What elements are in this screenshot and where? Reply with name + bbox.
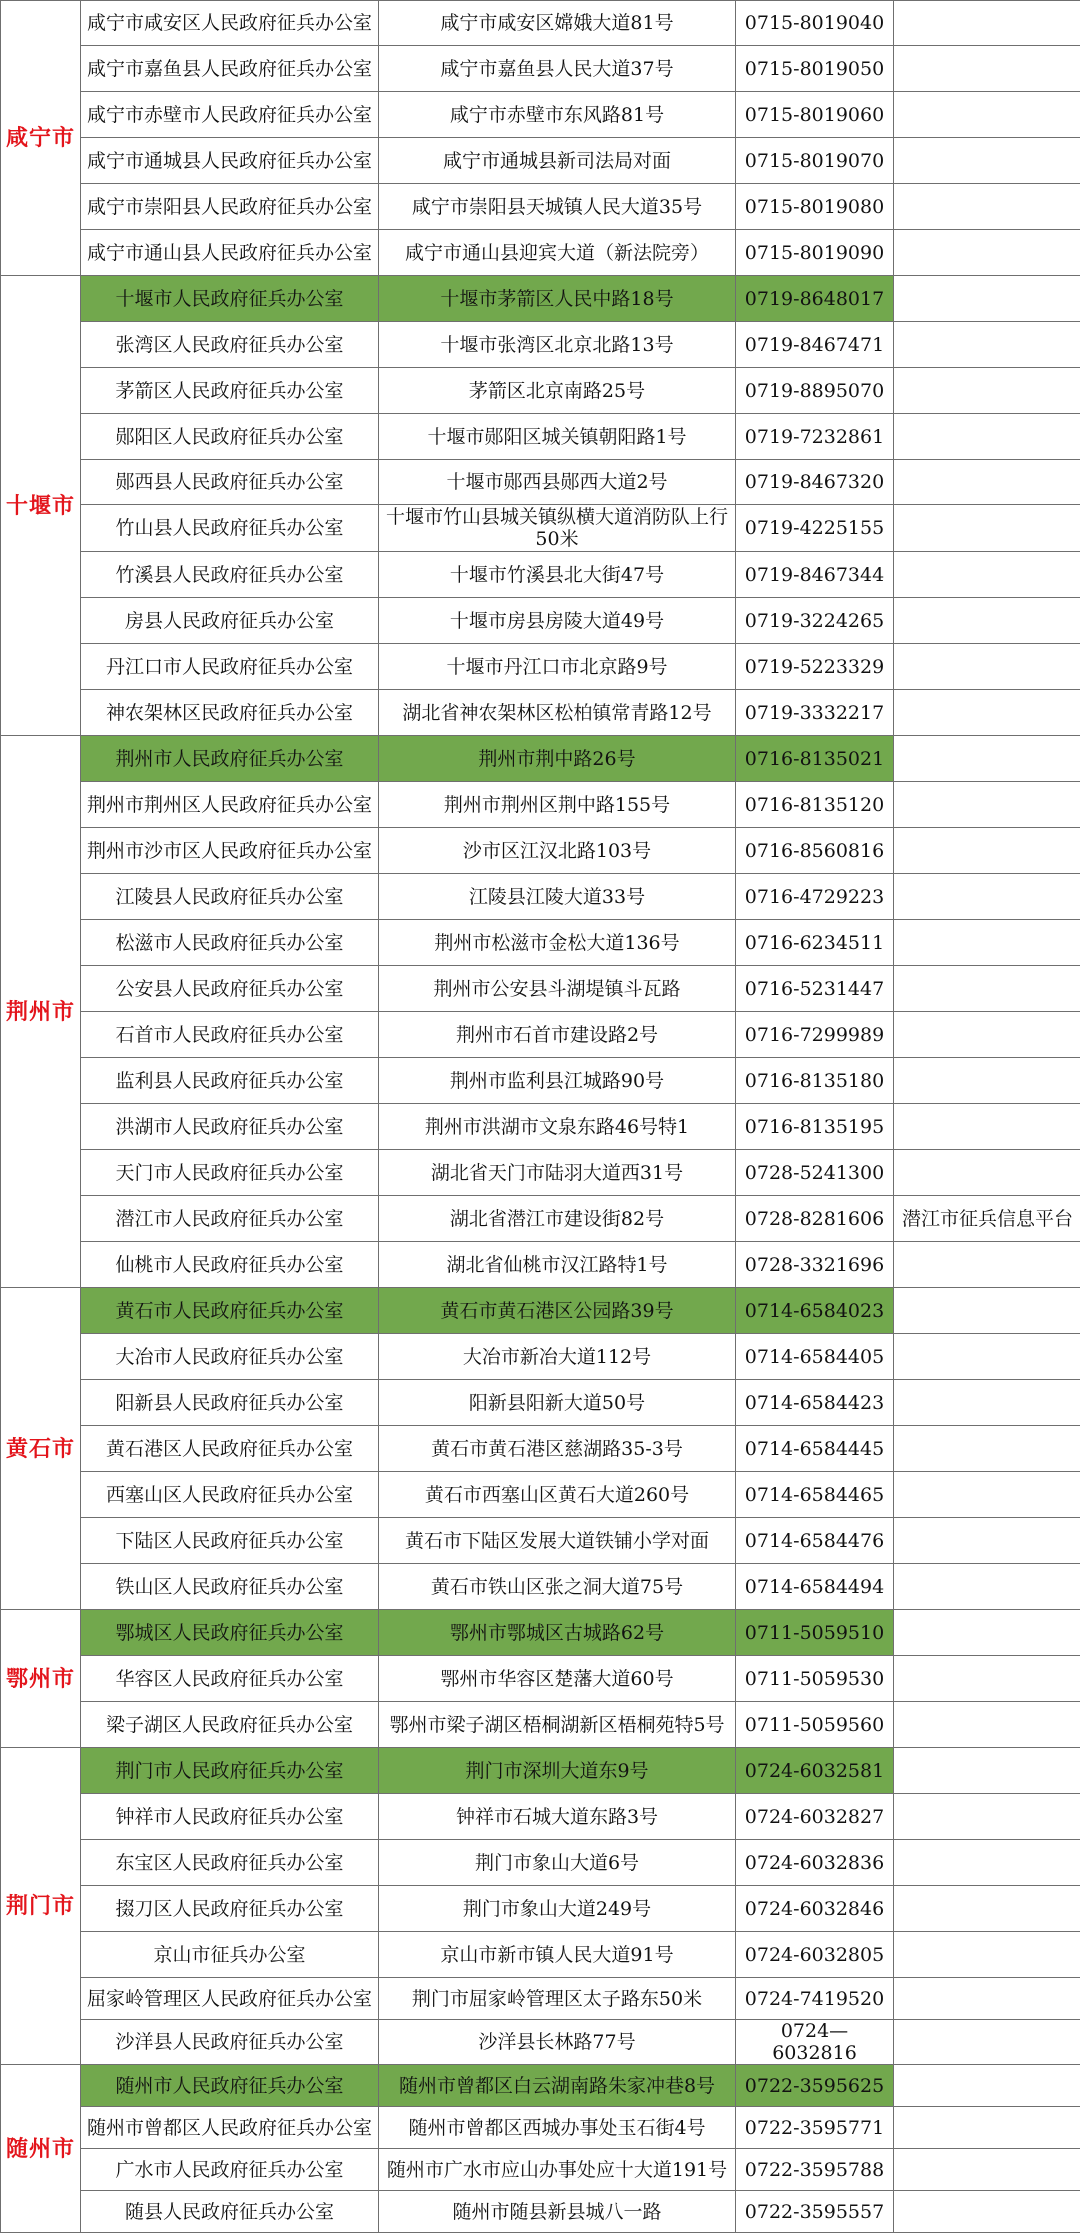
phone-cell: 0722-3595557 (736, 2191, 894, 2233)
office-name-cell: 掇刀区人民政府征兵办公室 (81, 1886, 379, 1932)
address-cell: 咸宁市咸安区嫦娥大道81号 (379, 1, 736, 46)
office-name-cell: 洪湖市人民政府征兵办公室 (81, 1104, 379, 1150)
table-row (1, 2191, 1080, 2233)
phone-cell: 0711-5059560 (736, 1702, 894, 1748)
office-name-cell: 茅箭区人民政府征兵办公室 (81, 368, 379, 414)
note-cell (894, 598, 1080, 644)
phone-cell: 0716-4729223 (736, 874, 894, 920)
note-cell (894, 2191, 1080, 2233)
office-name-cell: 钟祥市人民政府征兵办公室 (81, 1794, 379, 1840)
address-cell: 十堰市郧西县郧西大道2号 (379, 460, 736, 505)
office-name-cell: 天门市人民政府征兵办公室 (81, 1150, 379, 1196)
phone-cell: 0719-5223329 (736, 644, 894, 690)
city-name-cell: 随州市 (1, 2065, 81, 2233)
address-cell: 京山市新市镇人民大道91号 (379, 1932, 736, 1978)
table-row (1, 1932, 1080, 1978)
office-name-cell: 荆州市沙市区人民政府征兵办公室 (81, 828, 379, 874)
office-name-cell: 监利县人民政府征兵办公室 (81, 1058, 379, 1104)
office-name-cell: 潜江市人民政府征兵办公室 (81, 1196, 379, 1242)
phone-cell: 0719-8467344 (736, 552, 894, 598)
office-name-cell: 下陆区人民政府征兵办公室 (81, 1518, 379, 1564)
office-name-cell: 房县人民政府征兵办公室 (81, 598, 379, 644)
table-row (1, 1610, 1080, 1656)
table-row (1, 1196, 1080, 1242)
table-row (1, 644, 1080, 690)
office-name-cell: 随州市人民政府征兵办公室 (81, 2065, 379, 2107)
phone-cell: 0728-3321696 (736, 1242, 894, 1288)
office-name-cell: 咸宁市咸安区人民政府征兵办公室 (81, 1, 379, 46)
phone-cell: 0715-8019060 (736, 92, 894, 138)
phone-cell: 0724-7419520 (736, 1978, 894, 2020)
table-row (1, 874, 1080, 920)
phone-cell: 0719-8895070 (736, 368, 894, 414)
address-cell: 鄂州市鄂城区古城路62号 (379, 1610, 736, 1656)
office-name-cell: 公安县人民政府征兵办公室 (81, 966, 379, 1012)
table-row (1, 1886, 1080, 1932)
address-cell: 荆州市石首市建设路2号 (379, 1012, 736, 1058)
note-cell (894, 1610, 1080, 1656)
table-row (1, 782, 1080, 828)
table-row (1, 1150, 1080, 1196)
table-row (1, 1978, 1080, 2020)
office-name-cell: 竹溪县人民政府征兵办公室 (81, 552, 379, 598)
address-cell: 随州市曾都区西城办事处玉石街4号 (379, 2107, 736, 2149)
phone-cell: 0716-8560816 (736, 828, 894, 874)
address-cell: 荆州市洪湖市文泉东路46号特1 (379, 1104, 736, 1150)
phone-cell: 0719-8648017 (736, 276, 894, 322)
note-cell (894, 552, 1080, 598)
phone-cell: 0724-6032805 (736, 1932, 894, 1978)
phone-cell: 0722-3595625 (736, 2065, 894, 2107)
phone-cell: 0714-6584476 (736, 1518, 894, 1564)
note-cell (894, 736, 1080, 782)
address-cell: 黄石市黄石港区慈湖路35-3号 (379, 1426, 736, 1472)
table-row (1, 1242, 1080, 1288)
table-row (1, 92, 1080, 138)
address-cell: 荆门市象山大道249号 (379, 1886, 736, 1932)
note-cell (894, 782, 1080, 828)
table-body (1, 1, 1080, 2233)
note-cell (894, 1, 1080, 46)
table-row (1, 1104, 1080, 1150)
office-name-cell: 广水市人民政府征兵办公室 (81, 2149, 379, 2191)
table-row (1, 1656, 1080, 1702)
note-cell (894, 368, 1080, 414)
address-cell: 荆州市监利县江城路90号 (379, 1058, 736, 1104)
table-row (1, 1472, 1080, 1518)
note-cell: 潜江市征兵信息平台 (894, 1196, 1080, 1242)
phone-cell: 0716-5231447 (736, 966, 894, 1012)
office-name-cell: 咸宁市通城县人民政府征兵办公室 (81, 138, 379, 184)
phone-cell: 0724-6032581 (736, 1748, 894, 1794)
phone-cell: 0711-5059510 (736, 1610, 894, 1656)
table-row (1, 1288, 1080, 1334)
address-cell: 大冶市新冶大道112号 (379, 1334, 736, 1380)
office-name-cell: 黄石港区人民政府征兵办公室 (81, 1426, 379, 1472)
address-cell: 荆州市公安县斗湖堤镇斗瓦路 (379, 966, 736, 1012)
table-row (1, 1, 1080, 46)
phone-cell: 0714-6584445 (736, 1426, 894, 1472)
note-cell (894, 690, 1080, 736)
office-name-cell: 江陵县人民政府征兵办公室 (81, 874, 379, 920)
note-cell (894, 505, 1080, 552)
address-cell: 江陵县江陵大道33号 (379, 874, 736, 920)
table-row (1, 690, 1080, 736)
phone-cell: 0714-6584405 (736, 1334, 894, 1380)
address-cell: 十堰市郧阳区城关镇朝阳路1号 (379, 414, 736, 460)
table-row (1, 276, 1080, 322)
note-cell (894, 1886, 1080, 1932)
phone-cell: 0724—6032816 (736, 2020, 894, 2065)
phone-cell: 0714-6584465 (736, 1472, 894, 1518)
note-cell (894, 1564, 1080, 1610)
phone-cell: 0719-8467320 (736, 460, 894, 505)
note-cell (894, 1748, 1080, 1794)
table-row (1, 1058, 1080, 1104)
note-cell (894, 828, 1080, 874)
phone-cell: 0724-6032846 (736, 1886, 894, 1932)
office-name-cell: 咸宁市崇阳县人民政府征兵办公室 (81, 184, 379, 230)
note-cell (894, 1978, 1080, 2020)
office-name-cell: 十堰市人民政府征兵办公室 (81, 276, 379, 322)
address-cell: 十堰市张湾区北京北路13号 (379, 322, 736, 368)
table-row (1, 828, 1080, 874)
note-cell (894, 2107, 1080, 2149)
address-cell: 随州市广水市应山办事处应十大道191号 (379, 2149, 736, 2191)
phone-cell: 0728-5241300 (736, 1150, 894, 1196)
address-cell: 黄石市下陆区发展大道铁铺小学对面 (379, 1518, 736, 1564)
table-row (1, 1012, 1080, 1058)
table-row (1, 2065, 1080, 2107)
table-row (1, 414, 1080, 460)
address-cell: 沙洋县长林路77号 (379, 2020, 736, 2065)
note-cell (894, 46, 1080, 92)
address-cell: 黄石市铁山区张之洞大道75号 (379, 1564, 736, 1610)
address-cell: 黄石市西塞山区黄石大道260号 (379, 1472, 736, 1518)
office-name-cell: 华容区人民政府征兵办公室 (81, 1656, 379, 1702)
note-cell (894, 2149, 1080, 2191)
phone-cell: 0722-3595788 (736, 2149, 894, 2191)
phone-cell: 0724-6032827 (736, 1794, 894, 1840)
office-name-cell: 神农架林区民政府征兵办公室 (81, 690, 379, 736)
note-cell (894, 1380, 1080, 1426)
phone-cell: 0715-8019050 (736, 46, 894, 92)
office-name-cell: 黄石市人民政府征兵办公室 (81, 1288, 379, 1334)
table-row (1, 1840, 1080, 1886)
address-cell: 荆门市象山大道6号 (379, 1840, 736, 1886)
address-cell: 鄂州市华容区楚藩大道60号 (379, 1656, 736, 1702)
note-cell (894, 1794, 1080, 1840)
office-name-cell: 张湾区人民政府征兵办公室 (81, 322, 379, 368)
phone-cell: 0716-7299989 (736, 1012, 894, 1058)
office-name-cell: 郧西县人民政府征兵办公室 (81, 460, 379, 505)
table-row (1, 736, 1080, 782)
address-cell: 咸宁市赤壁市东风路81号 (379, 92, 736, 138)
table-row (1, 2107, 1080, 2149)
table-row (1, 2149, 1080, 2191)
phone-cell: 0714-6584023 (736, 1288, 894, 1334)
table-row (1, 1794, 1080, 1840)
office-name-cell: 荆门市人民政府征兵办公室 (81, 1748, 379, 1794)
note-cell (894, 644, 1080, 690)
city-name-cell: 鄂州市 (1, 1610, 81, 1748)
table-row (1, 505, 1080, 552)
table-row (1, 1748, 1080, 1794)
note-cell (894, 1012, 1080, 1058)
address-cell: 湖北省神农架林区松柏镇常青路12号 (379, 690, 736, 736)
address-cell: 荆州市荆中路26号 (379, 736, 736, 782)
note-cell (894, 1150, 1080, 1196)
address-cell: 湖北省仙桃市汉江路特1号 (379, 1242, 736, 1288)
phone-cell: 0722-3595771 (736, 2107, 894, 2149)
city-name-cell: 荆门市 (1, 1748, 81, 2065)
city-name-cell: 咸宁市 (1, 1, 81, 276)
table-row (1, 920, 1080, 966)
phone-cell: 0716-8135120 (736, 782, 894, 828)
office-name-cell: 仙桃市人民政府征兵办公室 (81, 1242, 379, 1288)
office-name-cell: 咸宁市通山县人民政府征兵办公室 (81, 230, 379, 276)
note-cell (894, 1104, 1080, 1150)
office-name-cell: 石首市人民政府征兵办公室 (81, 1012, 379, 1058)
phone-cell: 0719-3332217 (736, 690, 894, 736)
phone-cell: 0715-8019040 (736, 1, 894, 46)
address-cell: 荆门市深圳大道东9号 (379, 1748, 736, 1794)
note-cell (894, 460, 1080, 505)
address-cell: 十堰市房县房陵大道49号 (379, 598, 736, 644)
phone-cell: 0711-5059530 (736, 1656, 894, 1702)
note-cell (894, 276, 1080, 322)
phone-cell: 0716-8135195 (736, 1104, 894, 1150)
table-row (1, 322, 1080, 368)
office-name-cell: 竹山县人民政府征兵办公室 (81, 505, 379, 552)
phone-cell: 0728-8281606 (736, 1196, 894, 1242)
office-name-cell: 屈家岭管理区人民政府征兵办公室 (81, 1978, 379, 2020)
address-cell: 咸宁市通城县新司法局对面 (379, 138, 736, 184)
phone-cell: 0724-6032836 (736, 1840, 894, 1886)
address-cell: 十堰市竹山县城关镇纵横大道消防队上行50米 (379, 505, 736, 552)
office-name-cell: 东宝区人民政府征兵办公室 (81, 1840, 379, 1886)
office-name-cell: 阳新县人民政府征兵办公室 (81, 1380, 379, 1426)
address-cell: 荆门市屈家岭管理区太子路东50米 (379, 1978, 736, 2020)
office-name-cell: 铁山区人民政府征兵办公室 (81, 1564, 379, 1610)
address-cell: 湖北省潜江市建设街82号 (379, 1196, 736, 1242)
phone-cell: 0715-8019080 (736, 184, 894, 230)
note-cell (894, 1518, 1080, 1564)
note-cell (894, 1242, 1080, 1288)
note-cell (894, 874, 1080, 920)
table-row (1, 1564, 1080, 1610)
address-cell: 随州市曾都区白云湖南路朱家冲巷8号 (379, 2065, 736, 2107)
address-cell: 湖北省天门市陆羽大道西31号 (379, 1150, 736, 1196)
city-name-cell: 荆州市 (1, 736, 81, 1288)
note-cell (894, 322, 1080, 368)
note-cell (894, 92, 1080, 138)
table-row (1, 184, 1080, 230)
table-row (1, 460, 1080, 505)
note-cell (894, 1840, 1080, 1886)
table-row (1, 1518, 1080, 1564)
office-name-cell: 随州市曾都区人民政府征兵办公室 (81, 2107, 379, 2149)
office-name-cell: 郧阳区人民政府征兵办公室 (81, 414, 379, 460)
address-cell: 十堰市竹溪县北大街47号 (379, 552, 736, 598)
office-name-cell: 鄂城区人民政府征兵办公室 (81, 1610, 379, 1656)
address-cell: 阳新县阳新大道50号 (379, 1380, 736, 1426)
city-name-cell: 十堰市 (1, 276, 81, 736)
note-cell (894, 1288, 1080, 1334)
table-row (1, 1380, 1080, 1426)
address-cell: 十堰市茅箭区人民中路18号 (379, 276, 736, 322)
address-cell: 沙市区江汉北路103号 (379, 828, 736, 874)
note-cell (894, 1656, 1080, 1702)
table-row (1, 966, 1080, 1012)
office-name-cell: 松滋市人民政府征兵办公室 (81, 920, 379, 966)
address-cell: 咸宁市嘉鱼县人民大道37号 (379, 46, 736, 92)
address-cell: 荆州市荆州区荆中路155号 (379, 782, 736, 828)
table-row (1, 552, 1080, 598)
address-cell: 黄石市黄石港区公园路39号 (379, 1288, 736, 1334)
phone-cell: 0715-8019090 (736, 230, 894, 276)
note-cell (894, 1702, 1080, 1748)
city-name-cell: 黄石市 (1, 1288, 81, 1610)
office-name-cell: 西塞山区人民政府征兵办公室 (81, 1472, 379, 1518)
table-row (1, 138, 1080, 184)
phone-cell: 0716-8135180 (736, 1058, 894, 1104)
phone-cell: 0719-8467471 (736, 322, 894, 368)
office-name-cell: 荆州市荆州区人民政府征兵办公室 (81, 782, 379, 828)
office-name-cell: 咸宁市嘉鱼县人民政府征兵办公室 (81, 46, 379, 92)
table-row (1, 230, 1080, 276)
address-cell: 十堰市丹江口市北京路9号 (379, 644, 736, 690)
phone-cell: 0719-3224265 (736, 598, 894, 644)
address-cell: 荆州市松滋市金松大道136号 (379, 920, 736, 966)
address-cell: 茅箭区北京南路25号 (379, 368, 736, 414)
address-cell: 咸宁市崇阳县天城镇人民大道35号 (379, 184, 736, 230)
address-cell: 随州市随县新县城八一路 (379, 2191, 736, 2233)
note-cell (894, 1058, 1080, 1104)
table-row (1, 368, 1080, 414)
note-cell (894, 184, 1080, 230)
table-row (1, 2020, 1080, 2065)
table-row (1, 46, 1080, 92)
note-cell (894, 1334, 1080, 1380)
phone-cell: 0716-8135021 (736, 736, 894, 782)
note-cell (894, 414, 1080, 460)
table-row (1, 598, 1080, 644)
office-name-cell: 咸宁市赤壁市人民政府征兵办公室 (81, 92, 379, 138)
note-cell (894, 920, 1080, 966)
note-cell (894, 2020, 1080, 2065)
address-cell: 鄂州市梁子湖区梧桐湖新区梧桐苑特5号 (379, 1702, 736, 1748)
office-name-cell: 梁子湖区人民政府征兵办公室 (81, 1702, 379, 1748)
office-name-cell: 随县人民政府征兵办公室 (81, 2191, 379, 2233)
table-row (1, 1426, 1080, 1472)
note-cell (894, 2065, 1080, 2107)
note-cell (894, 1472, 1080, 1518)
phone-cell: 0719-4225155 (736, 505, 894, 552)
address-cell: 咸宁市通山县迎宾大道（新法院旁） (379, 230, 736, 276)
address-cell: 钟祥市石城大道东路3号 (379, 1794, 736, 1840)
phone-cell: 0715-8019070 (736, 138, 894, 184)
office-name-cell: 大冶市人民政府征兵办公室 (81, 1334, 379, 1380)
office-name-cell: 丹江口市人民政府征兵办公室 (81, 644, 379, 690)
office-name-cell: 荆州市人民政府征兵办公室 (81, 736, 379, 782)
phone-cell: 0714-6584423 (736, 1380, 894, 1426)
note-cell (894, 138, 1080, 184)
note-cell (894, 1932, 1080, 1978)
note-cell (894, 966, 1080, 1012)
office-name-cell: 京山市征兵办公室 (81, 1932, 379, 1978)
table-row (1, 1334, 1080, 1380)
note-cell (894, 230, 1080, 276)
phone-cell: 0714-6584494 (736, 1564, 894, 1610)
note-cell (894, 1426, 1080, 1472)
phone-cell: 0719-7232861 (736, 414, 894, 460)
table-row (1, 1702, 1080, 1748)
office-name-cell: 沙洋县人民政府征兵办公室 (81, 2020, 379, 2065)
phone-cell: 0716-6234511 (736, 920, 894, 966)
